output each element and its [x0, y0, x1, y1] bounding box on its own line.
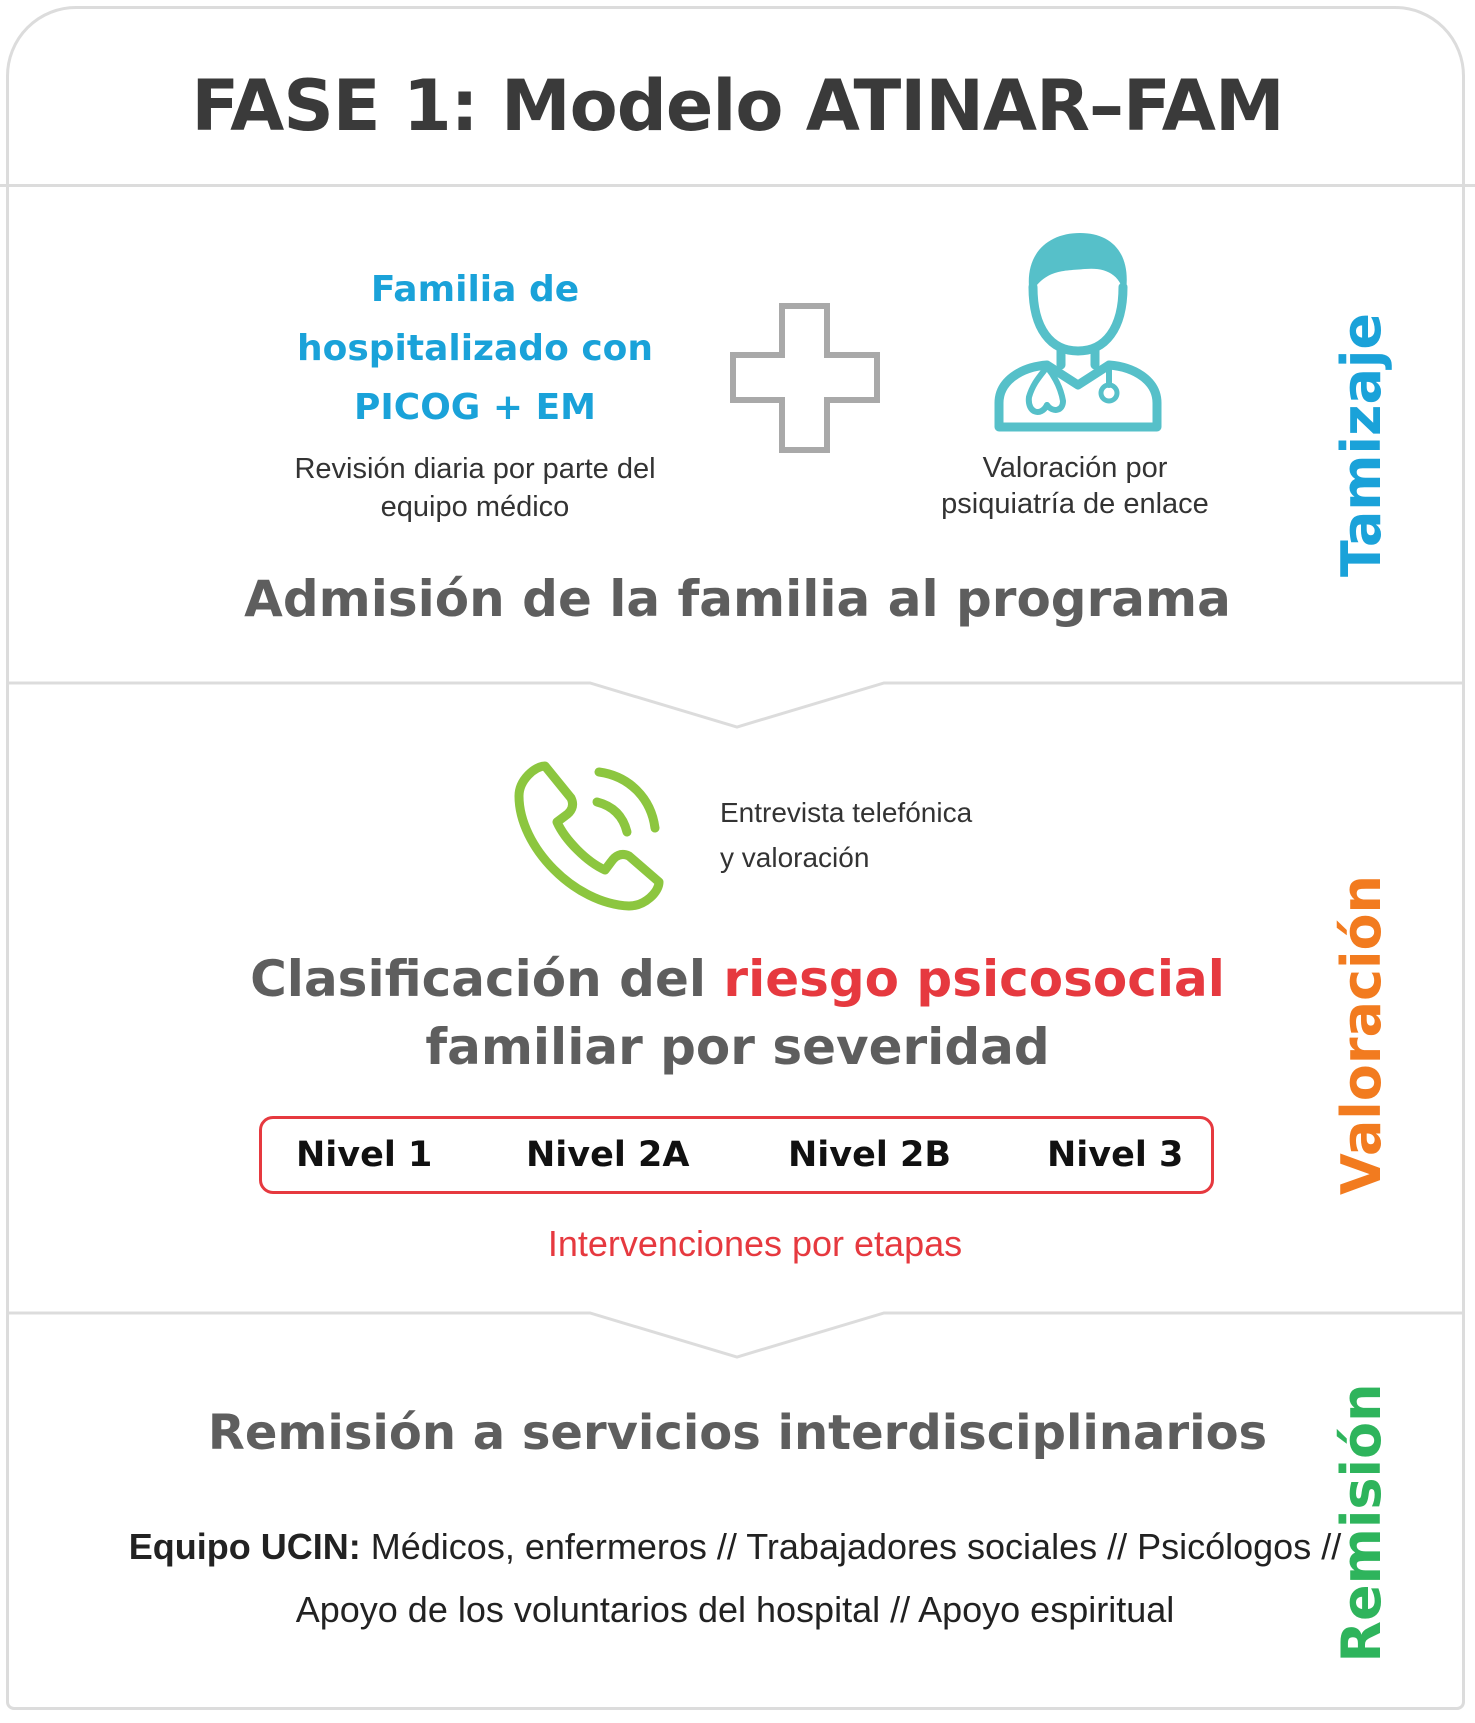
classification-highlight: riesgo psicosocial	[723, 950, 1225, 1008]
team-label: Equipo UCIN:	[128, 1526, 361, 1567]
side-label-remision: Remisión	[1330, 1383, 1393, 1663]
psych-line: psiquiatría de enlace	[941, 488, 1209, 520]
classification-line-1	[0, 945, 1475, 1013]
interview-line: y valoración	[720, 842, 870, 873]
classification-line-2: familiar por severidad	[425, 1018, 1050, 1076]
admission-heading: Admisión de la familia al programa	[244, 570, 1231, 628]
interview-line: Entrevista telefónica	[720, 797, 973, 828]
review-line: equipo médico	[380, 491, 570, 523]
team-line-2: Apoyo de los voluntarios del hospital // Apoyo espiritual	[295, 1589, 1175, 1630]
severity-levels-box	[259, 1116, 1214, 1194]
plus-icon	[730, 303, 880, 453]
title-divider	[0, 184, 1475, 187]
team-members: Médicos, enfermeros // Trabajadores sociales // Psicólogos //	[360, 1526, 1342, 1567]
family-line: hospitalizado con	[296, 328, 654, 369]
level-3: Nivel 3	[1047, 1135, 1184, 1175]
family-line: PICOG + EM	[354, 387, 596, 428]
interventions-text: Intervenciones por etapas	[547, 1223, 963, 1264]
level-1: Nivel 1	[296, 1135, 433, 1175]
page-title: FASE 1: Modelo ATINAR–FAM	[191, 65, 1284, 147]
level-2b: Nivel 2B	[788, 1135, 952, 1175]
referral-heading: Remisión a servicios interdisciplinarios	[207, 1405, 1268, 1461]
family-criteria	[230, 260, 720, 437]
daily-review-text	[230, 450, 720, 526]
side-label-tamizaje: Tamizaje	[1330, 312, 1393, 578]
family-line: Familia de	[370, 269, 580, 310]
classification-pre: Clasificación del	[250, 950, 724, 1008]
psych-line: Valoración por	[982, 452, 1168, 484]
review-line: Revisión diaria por parte del	[294, 453, 656, 485]
team-line-1	[90, 1515, 1380, 1578]
team-text	[90, 1515, 1380, 1641]
phone-icon	[505, 752, 675, 922]
side-label-valoracion: Valoración	[1330, 874, 1393, 1196]
interview-text	[720, 790, 1040, 880]
doctor-icon	[985, 225, 1165, 435]
level-2a: Nivel 2A	[526, 1135, 690, 1175]
psychiatry-text	[930, 450, 1220, 522]
classification-heading	[0, 945, 1475, 1081]
